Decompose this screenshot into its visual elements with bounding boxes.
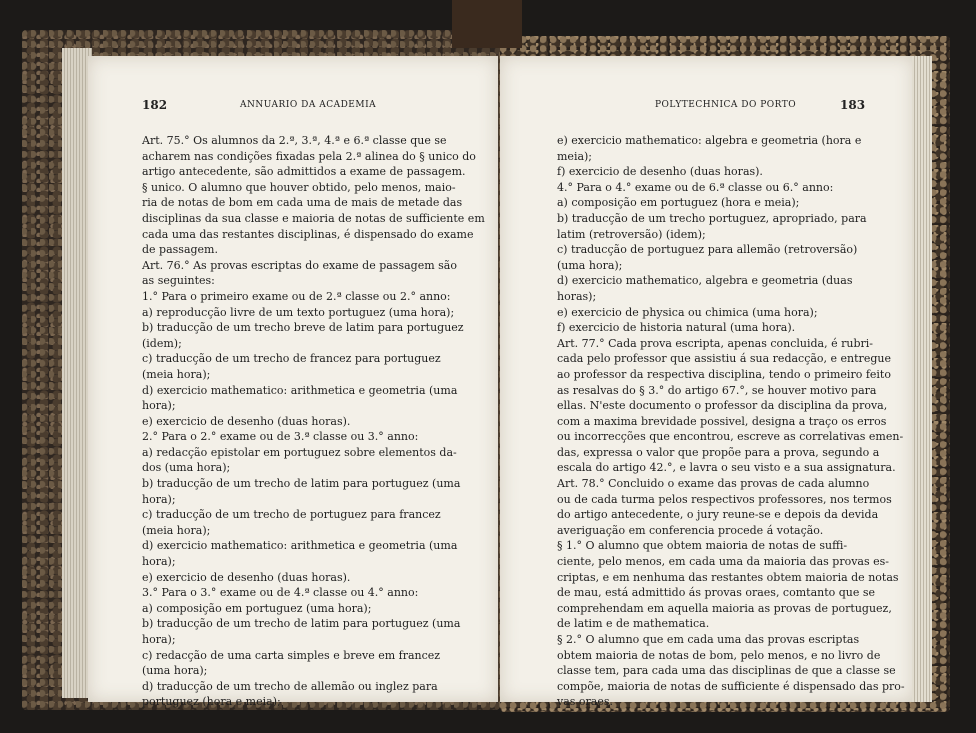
- text-line: disciplinas da sua classe e maioria de notas de sufficiente em: [142, 211, 485, 225]
- text-line: das, expressa o valor que propõe para a prova, segundo a: [557, 445, 880, 459]
- text-line: § 1.° O alumno que obtem maioria de notas de suffi-: [557, 539, 848, 553]
- text-line: Art. 78.° Concluido o exame das provas de cada alumno: [557, 477, 870, 491]
- text-line: ou de cada turma pelos respectivos professores, nos termos: [557, 492, 892, 506]
- book-spine: [452, 0, 522, 48]
- text-line: classe tem, para cada uma das disciplinas de que a classe se: [557, 664, 896, 678]
- text-line: (uma hora);: [557, 258, 623, 272]
- text-line: d) exercicio mathematico: arithmetica e geometria (uma: [142, 383, 458, 397]
- text-line: a) reproducção livre de um texto portuguez (uma hora);: [142, 305, 455, 319]
- text-line: dos (uma hora);: [142, 461, 231, 475]
- text-line: b) traducção de um trecho breve de latim para portuguez: [142, 321, 464, 335]
- text-line: obtem maioria de notas de bom, pelo menos, e no livro de: [557, 648, 881, 662]
- left-running-header: ANNUARIO DA ACADEMIA: [240, 100, 377, 110]
- right-page-text: [557, 133, 905, 710]
- page-edges-right: [912, 56, 932, 702]
- text-line: a) redacção epistolar em portuguez sobre elementos da-: [142, 445, 457, 459]
- text-line: a) composição em portuguez (hora e meia);: [557, 196, 800, 210]
- text-line: acharem nas condições fixadas pela 2.ª alinea do § unico do: [142, 149, 476, 163]
- text-line: hora);: [142, 399, 176, 413]
- right-page-number: 183: [840, 98, 866, 112]
- text-line: de mau, está admittido ás provas oraes, comtanto que se: [557, 586, 876, 600]
- text-line: horas);: [557, 289, 597, 303]
- text-line: cada pelo professor que assistiu á sua redacção, e entregue: [557, 352, 891, 366]
- text-line: b) traducção de um trecho de latim para portuguez (uma: [142, 617, 461, 631]
- text-line: 4.° Para o 4.° exame ou de 6.ª classe ou 6.° anno:: [557, 180, 834, 194]
- text-line: ciente, pelo menos, em cada uma da maioria das provas es-: [557, 555, 889, 569]
- text-line: ao professor da respectiva disciplina, tendo o primeiro feito: [557, 367, 891, 381]
- text-line: b) traducção de um trecho de latim para portuguez (uma: [142, 477, 461, 491]
- text-line: criptas, e em nenhuma das restantes obtem maioria de notas: [557, 570, 899, 584]
- text-line: ou incorrecções que encontrou, escreve as correlativas emen-: [557, 430, 904, 444]
- text-line: averiguação em conferencia procede á votação.: [557, 523, 824, 537]
- text-line: escala do artigo 42.°, e lavra o seu visto e a sua assignatura.: [557, 461, 896, 475]
- text-line: (meia hora);: [142, 367, 211, 381]
- text-line: comprehendam em aquella maioria as provas de portuguez,: [557, 601, 892, 615]
- text-line: e) exercicio de physica ou chimica (uma hora);: [557, 305, 818, 319]
- text-line: cada uma das restantes disciplinas, é dispensado do exame: [142, 227, 474, 241]
- text-line: ellas. N'este documento o professor da disciplina da prova,: [557, 399, 888, 413]
- text-line: as resalvas do § 3.° do artigo 67.°, se houver motivo para: [557, 383, 877, 397]
- text-line: f) exercicio de desenho (duas horas).: [557, 165, 763, 179]
- text-line: e) exercicio de desenho (duas horas).: [142, 570, 351, 584]
- text-line: hora);: [142, 492, 176, 506]
- right-running-header: POLYTECHNICA DO PORTO: [655, 100, 797, 110]
- text-line: (meia hora);: [142, 523, 211, 537]
- text-line: hora);: [142, 633, 176, 646]
- left-page-text: [142, 133, 485, 710]
- text-line: Art. 76.° As provas escriptas do exame de passagem são: [142, 258, 457, 272]
- text-line: meia);: [557, 149, 593, 163]
- text-line: as seguintes:: [142, 274, 215, 288]
- text-line: hora);: [142, 555, 176, 569]
- text-line: Art. 77.° Cada prova escripta, apenas concluida, é rubri-: [557, 336, 873, 350]
- text-line: d) traducção de um trecho de allemão ou inglez para: [142, 679, 438, 693]
- text-line: ria de notas de bom em cada uma de mais de metade das: [142, 196, 463, 210]
- text-line: vas oraes.: [557, 695, 614, 709]
- text-line: 2.° Para o 2.° exame ou de 3.ª classe ou 3.° anno:: [142, 430, 419, 444]
- text-line: c) traducção de portuguez para allemão (retroversão): [557, 243, 858, 257]
- text-line: e) exercicio de desenho (duas horas).: [142, 414, 351, 428]
- left-page-number: 182: [142, 98, 168, 112]
- text-line: § unico. O alumno que houver obtido, pelo menos, maio-: [142, 180, 456, 194]
- text-line: (idem);: [142, 336, 182, 350]
- text-line: latim (retroversão) (idem);: [557, 227, 706, 241]
- text-line: artigo antecedente, são admittidos a exame de passagem.: [142, 165, 466, 179]
- text-line: 1.° Para o primeiro exame ou de 2.ª classe ou 2.° anno:: [142, 289, 451, 303]
- text-line: c) traducção de um trecho de francez para portuguez: [142, 352, 441, 366]
- text-line: do artigo antecedente, o jury reune-se e depois da devida: [557, 508, 879, 522]
- text-line: d) exercicio mathematico, algebra e geometria (duas: [557, 274, 853, 288]
- text-line: b) traducção de um trecho portuguez, apropriado, para: [557, 211, 867, 225]
- text-line: compõe, maioria de notas de sufficiente é dispensado das pro-: [557, 679, 905, 693]
- text-line: c) traducção de um trecho de portuguez para francez: [142, 508, 441, 522]
- text-line: portuguez (hora e meia);: [142, 695, 281, 709]
- text-line: f) exercicio de historia natural (uma hora).: [557, 321, 796, 335]
- text-line: de passagem.: [142, 243, 218, 257]
- text-line: Art. 75.° Os alumnos da 2.ª, 3.ª, 4.ª e 6.ª classe que se: [142, 134, 447, 147]
- text-line: de latim e de mathematica.: [557, 617, 710, 631]
- text-line: a) composição em portuguez (uma hora);: [142, 601, 372, 615]
- text-line: com a maxima brevidade possivel, designa a traço os erros: [557, 414, 887, 428]
- text-line: c) redacção de uma carta simples e breve em francez: [142, 648, 441, 662]
- text-line: § 2.° O alumno que em cada uma das provas escriptas: [557, 633, 860, 646]
- text-line: 3.° Para o 3.° exame ou de 4.ª classe ou 4.° anno:: [142, 586, 419, 600]
- text-line: e) exercicio mathematico: algebra e geometria (hora e: [557, 134, 862, 147]
- text-line: (uma hora);: [142, 664, 208, 678]
- text-line: d) exercicio mathematico: arithmetica e geometria (uma: [142, 539, 458, 553]
